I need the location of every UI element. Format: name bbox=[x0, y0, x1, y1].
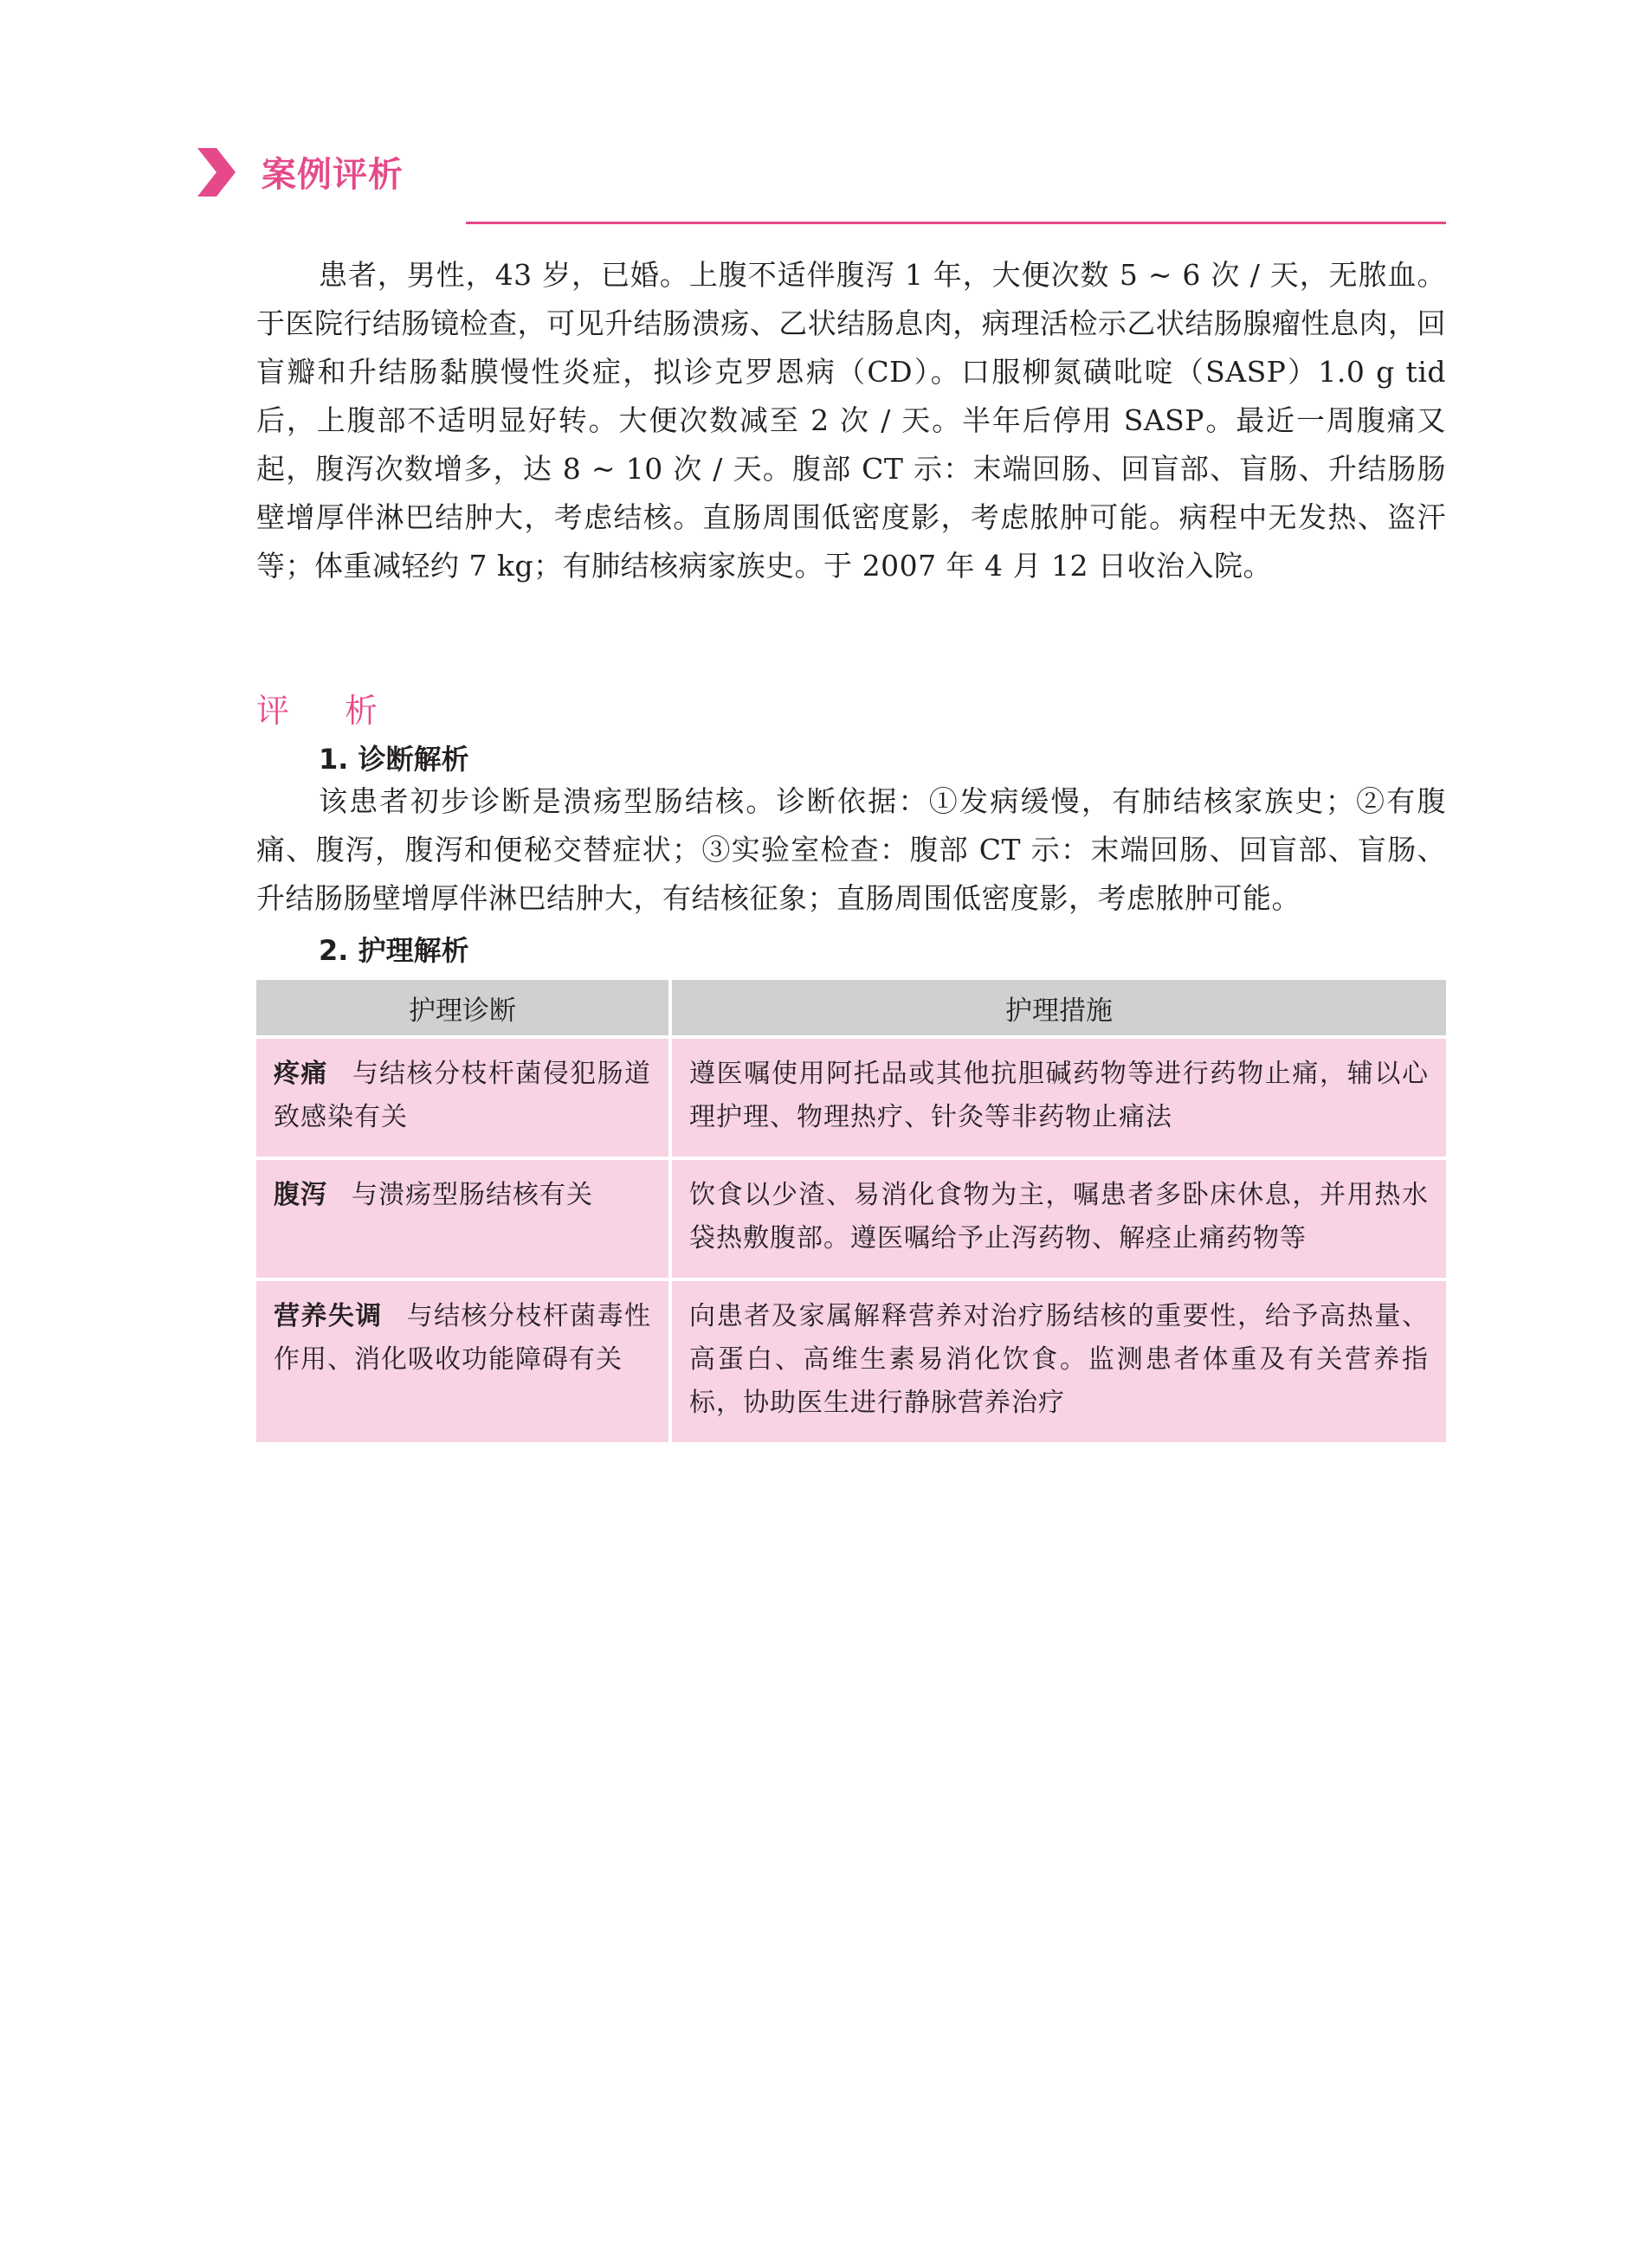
measures-cell: 饮食以少渣、易消化食物为主，嘱患者多卧床休息，并用热水袋热敷腹部。遵医嘱给予止泻药物、解痉止痛药物等 bbox=[670, 1158, 1446, 1279]
table-row bbox=[256, 1279, 1446, 1442]
nursing-analysis-heading: 2. 护理解析 bbox=[319, 934, 469, 967]
header-divider bbox=[466, 222, 1446, 224]
chevron-right-icon bbox=[197, 148, 236, 197]
measures-cell: 向患者及家属解释营养对治疗肠结核的重要性，给予高热量、高蛋白、高维生素易消化饮食。监测患者体重及有关营养指标，协助医生进行静脉营养治疗 bbox=[670, 1279, 1446, 1442]
table-header-row bbox=[256, 980, 1446, 1037]
measures-cell: 遵医嘱使用阿托品或其他抗胆碱药物等进行药物止痛，辅以心理护理、物理热疗、针灸等非药物止痛法 bbox=[670, 1037, 1446, 1158]
diagnosis-description: 与结核分枝杆菌侵犯肠道致感染有关 bbox=[274, 1059, 652, 1132]
column-header-measures: 护理措施 bbox=[670, 980, 1446, 1037]
section-title: 案例评析 bbox=[261, 155, 404, 195]
diagnosis-cell bbox=[256, 1037, 670, 1158]
diagnosis-name: 营养失调 bbox=[274, 1301, 383, 1331]
case-description: 患者，男性，43 岁，已婚。上腹不适伴腹泻 1 年，大便次数 5 ~ 6 次 / 天，无脓血。于医院行结肠镜检查，可见升结肠溃疡、乙状结肠息肉，病理活检示乙状结肠腺瘤性息肉，回盲瓣和升结肠黏膜慢性炎症，拟诊克罗恩病（CD）。口服柳氮磺吡啶（SASP）1.0 g tid 后，上腹部不适明显好转。大便次数减至 2 次 / 天。半年后停用 SASP。最近一周腹痛又起，腹泻次数增多，达 8 ~ 10 次 / 天。腹部 CT 示：末端回肠、回盲部、盲肠、升结肠肠壁增厚伴淋巴结肿大，考虑结核。直肠周围低密度影，考虑脓肿可能。病程中无发热、盗汗等；体重减轻约 7 kg；有肺结核病家族史。于 2007 年 4 月 12 日收治入院。 bbox=[256, 258, 1446, 583]
diagnosis-analysis-heading: 1. 诊断解析 bbox=[319, 743, 469, 776]
analysis-heading: 评析 bbox=[256, 692, 434, 730]
diagnosis-name: 腹泻 bbox=[274, 1180, 327, 1210]
table-row bbox=[256, 1158, 1446, 1279]
diagnosis-analysis-text: 该患者初步诊断是溃疡型肠结核。诊断依据：①发病缓慢，有肺结核家族史；②有腹痛、腹泻，腹泻和便秘交替症状；③实验室检查：腹部 CT 示：末端回肠、回盲部、盲肠、升结肠肠壁增厚伴淋巴结肿大，有结核征象；直肠周围低密度影，考虑脓肿可能。 bbox=[256, 784, 1446, 915]
diagnosis-cell bbox=[256, 1158, 670, 1279]
diagnosis-description: 与溃疡型肠结核有关 bbox=[352, 1180, 593, 1210]
diagnosis-description: 与结核分枝杆菌毒性作用、消化吸收功能障碍有关 bbox=[274, 1301, 652, 1375]
nursing-care-table bbox=[256, 980, 1446, 1442]
section-header bbox=[197, 147, 404, 197]
diagnosis-cell bbox=[256, 1279, 670, 1442]
column-header-diagnosis: 护理诊断 bbox=[256, 980, 670, 1037]
diagnosis-name: 疼痛 bbox=[274, 1059, 328, 1089]
table-row bbox=[256, 1037, 1446, 1158]
